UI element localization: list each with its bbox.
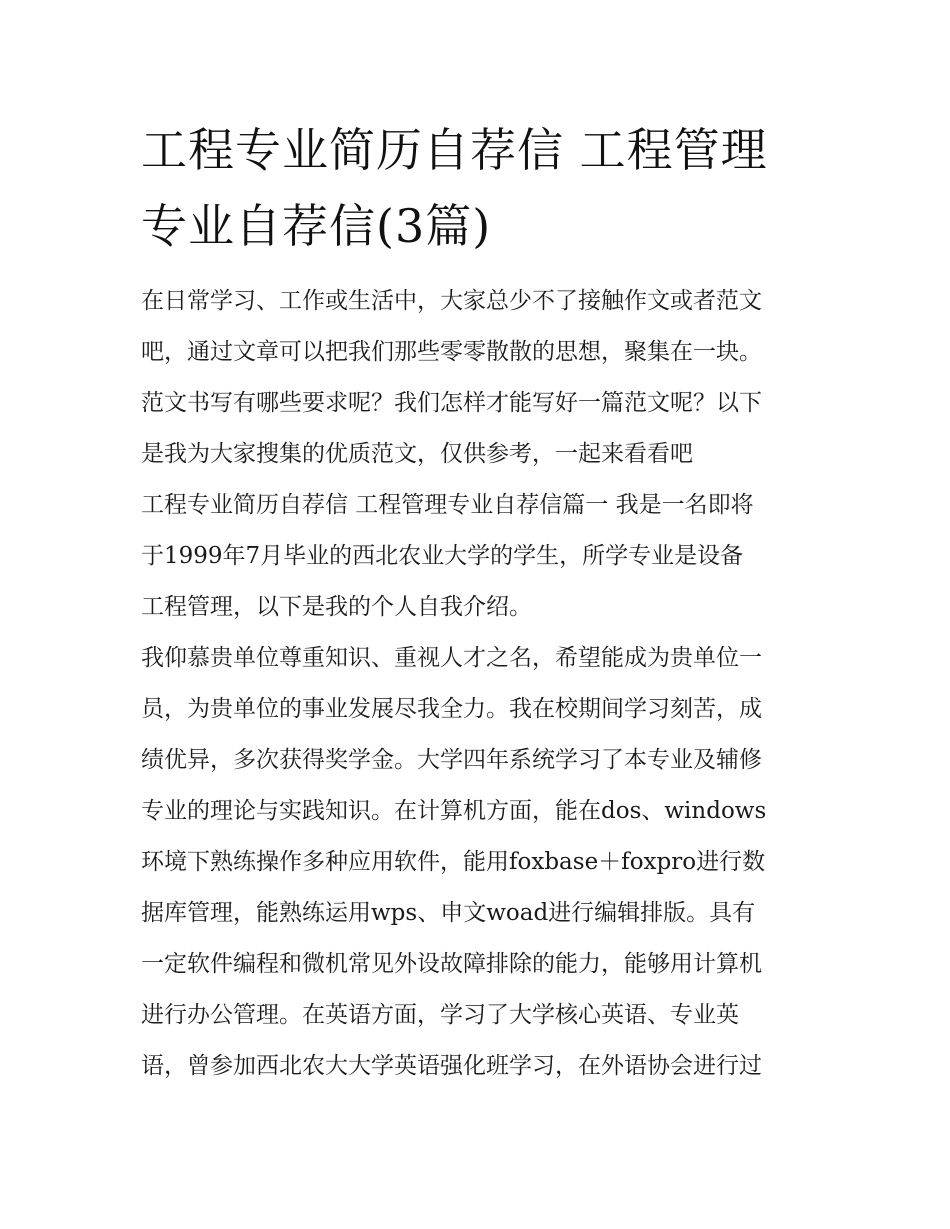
title-line-2: 专业自荐信(3篇): [141, 199, 492, 253]
body-line-16: 语，曾参加西北农大大学英语强化班学习，在外语协会进行过: [141, 1053, 762, 1079]
body-line-14: 一定软件编程和微机常见外设故障排除的能力，能够用计算机: [141, 951, 762, 977]
title-line-1: 工程专业简历自荐信 工程管理: [141, 123, 768, 177]
body-line-9: 员，为贵单位的事业发展尽我全力。我在校期间学习刻苦，成: [141, 696, 762, 722]
body-line-12: 环境下熟练操作多种应用软件，能用foxbase＋foxpro进行数: [141, 849, 766, 875]
body-line-8: 我仰慕贵单位尊重知识、重视人才之名，希望能成为贵单位一: [141, 645, 762, 671]
body-line-3: 范文书写有哪些要求呢？我们怎样才能写好一篇范文呢？以下: [141, 390, 762, 416]
document-title: [141, 112, 821, 264]
body-line-2: 吧，通过文章可以把我们那些零零散散的思想，聚集在一块。: [141, 339, 762, 365]
document-body: [141, 276, 813, 1092]
body-line-10: 绩优异，多次获得奖学金。大学四年系统学习了本专业及辅修: [141, 747, 762, 773]
body-line-6: 于1999年7月毕业的西北农业大学的学生，所学专业是设备: [141, 543, 744, 569]
body-line-5: 工程专业简历自荐信 工程管理专业自荐信篇一 我是一名即将: [141, 492, 754, 518]
body-line-4: 是我为大家搜集的优质范文，仅供参考，一起来看看吧: [141, 441, 693, 467]
body-line-13: 据库管理，能熟练运用wps、申文woad进行编辑排版。具有: [141, 900, 756, 926]
body-line-1: 在日常学习、工作或生活中，大家总少不了接触作文或者范文: [141, 288, 762, 314]
body-line-15: 进行办公管理。在英语方面，学习了大学核心英语、专业英: [141, 1002, 739, 1028]
body-line-7: 工程管理，以下是我的个人自我介绍。: [141, 594, 532, 620]
body-line-11: 专业的理论与实践知识。在计算机方面，能在dos、windows: [141, 798, 767, 824]
